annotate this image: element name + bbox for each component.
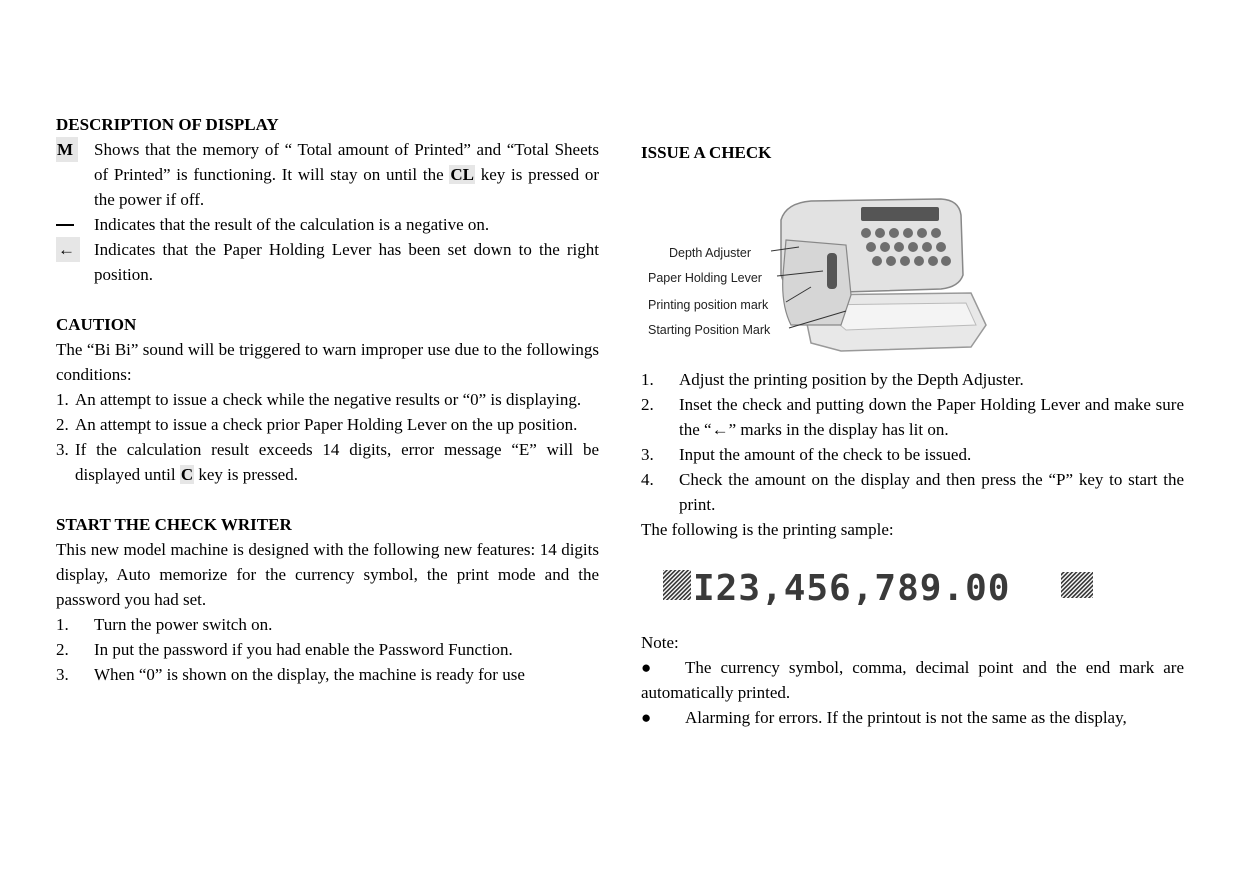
caution-item3-text-1: If the calculation result exceeds 14 digits, error message “E” will be displayed until	[75, 440, 599, 484]
issue-step-number: 4.	[641, 470, 654, 489]
caution-item-number: 1.	[56, 390, 69, 409]
printed-amount: I23,456,789.00	[693, 568, 1011, 609]
display-m-row	[56, 137, 599, 212]
issue-heading: ISSUE A CHECK	[641, 143, 772, 162]
issue-step-text: Adjust the printing position by the Depth Adjuster.	[679, 370, 1024, 389]
caution-item	[56, 412, 599, 437]
arrow-text: Indicates that the Paper Holding Lever has been set down to the right position.	[94, 240, 599, 284]
caution-heading: CAUTION	[56, 315, 137, 334]
display-minus-row	[56, 212, 599, 237]
issue-step2-text-2: ” marks in the display has lit on.	[728, 420, 949, 439]
start-step-text: Turn the power switch on.	[94, 615, 273, 634]
issue-step2-text-1: Inset the check and putting down the Paper Holding Lever and make sure the “	[679, 395, 1184, 439]
start-step-number: 1.	[56, 615, 69, 634]
start-step-text: In put the password if you had enable the Password Function.	[94, 640, 513, 659]
minus-text: Indicates that the result of the calculation is a negative on.	[94, 215, 490, 234]
caution-item	[56, 437, 599, 487]
check-writer-figure	[641, 175, 1001, 355]
caution-item-text: An attempt to issue a check while the negative results or “0” is displaying.	[75, 390, 582, 409]
display-arrow-row	[56, 237, 599, 287]
start-step	[56, 662, 599, 687]
note-bullet-text: Alarming for errors. If the printout is not the same as the display,	[685, 708, 1127, 727]
check-writer-illustration	[641, 175, 1001, 355]
start-step-text: When “0” is shown on the display, the machine is ready for use	[94, 665, 525, 684]
arrow-left-icon: ←	[56, 237, 80, 262]
caution-item-text: An attempt to issue a check prior Paper Holding Lever on the up position.	[75, 415, 578, 434]
caution-intro: The “Bi Bi” sound will be triggered to warn improper use due to the followings conditions:	[56, 340, 599, 384]
caution-item3-text-2: key is pressed.	[194, 465, 298, 484]
sample-intro: The following is the printing sample:	[641, 520, 894, 539]
issue-step	[641, 392, 1184, 442]
label-starting-position-mark: Starting Position Mark	[648, 323, 771, 337]
note-bullet	[641, 705, 1184, 730]
note-bullet	[641, 655, 1184, 705]
arrow-left-icon: ←	[711, 420, 729, 439]
printing-sample-image	[663, 556, 1103, 616]
issue-step	[641, 367, 1184, 392]
caution-item-number: 3.	[56, 440, 69, 459]
issue-step-number: 3.	[641, 445, 654, 464]
label-depth-adjuster: Depth Adjuster	[669, 246, 751, 260]
start-step-number: 2.	[56, 640, 69, 659]
issue-step-text: Check the amount on the display and then press the “P” key to start the print.	[679, 470, 1184, 514]
printing-sample	[663, 556, 1184, 616]
start-step	[56, 612, 599, 637]
start-heading: START THE CHECK WRITER	[56, 515, 292, 534]
start-intro: This new model machine is designed with the following new features: 14 digits display, Auto memorize for the currency symbol, the print mode and the password you had set.	[56, 540, 599, 609]
minus-indicator-icon	[56, 212, 76, 237]
cl-key-label: CL	[450, 165, 474, 184]
c-key-label: C	[180, 465, 194, 484]
caution-item-number: 2.	[56, 415, 69, 434]
label-paper-holding-lever: Paper Holding Lever	[648, 271, 762, 285]
start-step	[56, 637, 599, 662]
display-heading: DESCRIPTION OF DISPLAY	[56, 115, 279, 134]
note-label: Note:	[641, 633, 679, 652]
issue-step-number: 1.	[641, 370, 654, 389]
caution-item	[56, 387, 599, 412]
label-printing-position-mark: Printing position mark	[648, 298, 769, 312]
start-step-number: 3.	[56, 665, 69, 684]
note-bullet-text: The currency symbol, comma, decimal point and the end mark are automatically printed.	[641, 658, 1184, 702]
m-text-1: Shows that the memory of “ Total amount of Printed” and “Total Sheets of Printed” is functioning. It will stay on until the	[94, 140, 599, 184]
issue-step	[641, 467, 1184, 517]
right-column	[641, 140, 1184, 730]
memory-indicator-symbol: M	[56, 137, 78, 162]
currency-mark-icon	[663, 570, 691, 600]
bullet-icon: ●	[641, 658, 652, 677]
issue-step-number: 2.	[641, 395, 654, 414]
issue-step	[641, 442, 1184, 467]
bullet-icon: ●	[641, 708, 652, 727]
end-mark-icon	[1061, 572, 1093, 598]
left-column	[56, 112, 599, 687]
issue-step-text: Input the amount of the check to be issued.	[679, 445, 972, 464]
m-text-2: key is pressed or the power if off.	[94, 165, 600, 209]
